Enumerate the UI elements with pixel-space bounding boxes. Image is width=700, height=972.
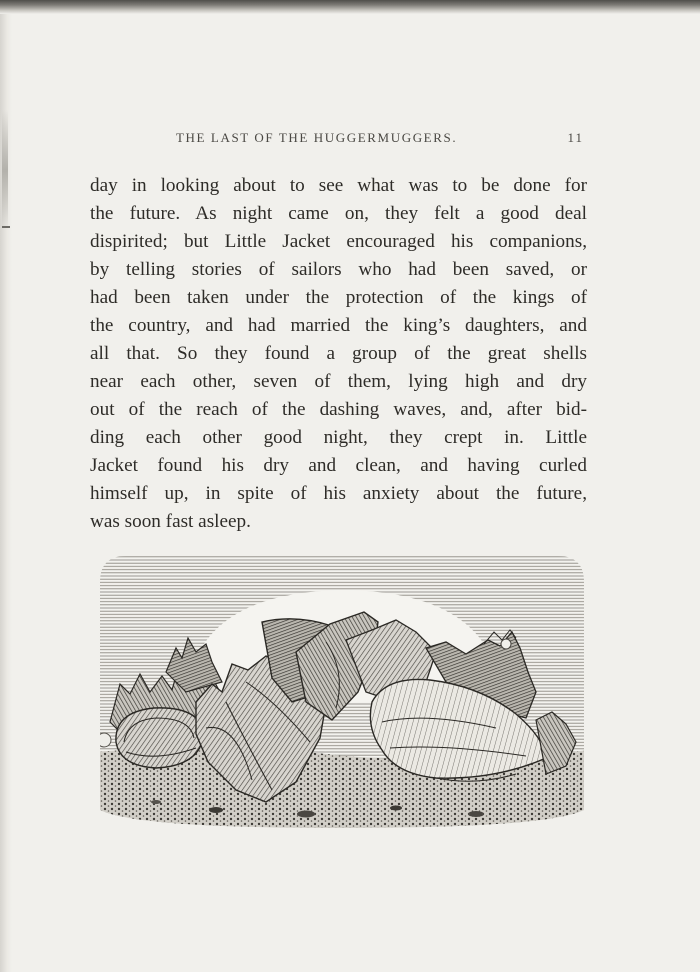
text-line: ding each other good night, they crept in. Little — [90, 427, 587, 448]
body-text — [90, 172, 587, 536]
gutter-mark — [2, 226, 10, 228]
text-line: near each other, seven of them, lying high and dry — [90, 371, 587, 392]
shells-engraving — [96, 552, 588, 832]
text-line: the country, and had married the king’s daughters, and — [90, 315, 587, 336]
book-top-edge — [0, 0, 700, 14]
text-line: all that. So they found a group of the great shells — [90, 343, 587, 364]
page-header — [176, 130, 584, 148]
running-header: THE LAST OF THE HUGGERMUGGERS. — [176, 130, 458, 145]
text-line: the future. As night came on, they felt a good deal — [90, 203, 587, 224]
page-number: 11 — [567, 130, 584, 145]
text-line: had been taken under the protection of the kings of — [90, 287, 587, 308]
text-line: day in looking about to see what was to be done for — [90, 175, 587, 196]
text-line: by telling stories of sailors who had been saved, or — [90, 259, 587, 280]
text-line: himself up, in spite of his anxiety about the future, — [90, 483, 587, 504]
text-line: out of the reach of the dashing waves, and, after bid- — [90, 399, 587, 420]
text-line: dispirited; but Little Jacket encouraged his companions, — [90, 231, 587, 252]
gutter-shadow — [2, 110, 8, 230]
text-line: Jacket found his dry and clean, and having curled — [90, 455, 587, 476]
text-line: was soon fast asleep. — [90, 511, 251, 532]
